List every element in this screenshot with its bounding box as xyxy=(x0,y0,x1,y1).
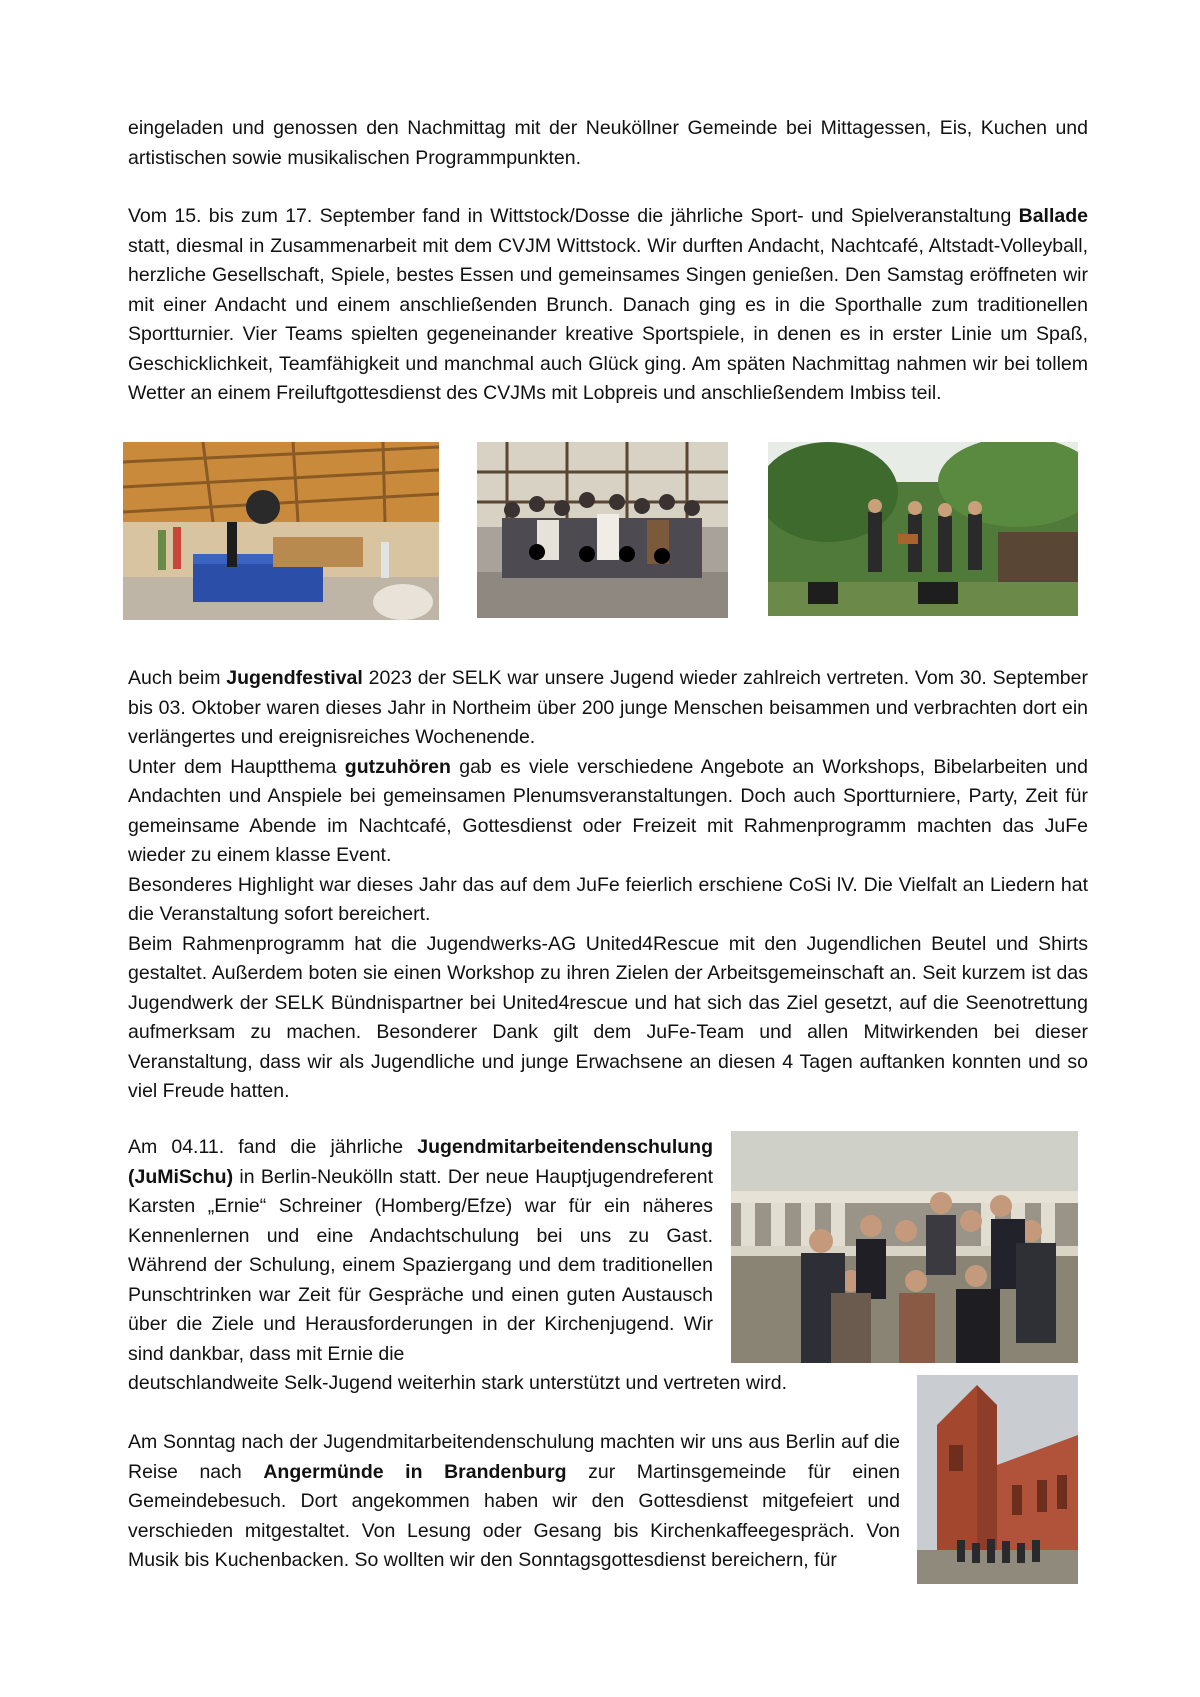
paragraph-text: Beim Rahmenprogramm hat die Jugendwerks-AG United4Rescue mit den Jugendlichen Beutel und Shirts gestaltet. Außerdem boten sie einen Workshop zu ihren Zielen der Arbeitsgemeinschaft an. Seit kurzem ist das Jugendwerk der SELK Bündnispartner bei United4rescue und hat sich das Ziel gesetzt, auf die Seenotrettung aufmerksam zu machen. Besonderer Dank gilt dem JuFe-Team und allen Mitwirkenden bei dieser Veranstaltung, dass wir als Jugendliche und junge Erwachsene an diesen 4 Tagen auftanken konnten und so viel Freude hatten. xyxy=(128,932,1088,1102)
paragraph-text: 2023 der SELK war unsere Jugend wieder zahlreich vertreten. Vom 30. September bis 03. Oktober waren dieses Jahr in Northeim über 200 junge Menschen beisammen und verbrachten dort ein verlängertes und ereignisreiches Wochenende. xyxy=(128,667,1088,748)
paragraph-intro-continued xyxy=(128,114,1088,173)
photo-sports-hall xyxy=(123,442,439,620)
paragraph-text: in Berlin-Neukölln statt. Der neue Hauptjugendreferent Karsten „Ernie“ Schreiner (Homberg/Efze) war für ein näheres Kennenlernen und eine Andachtschulung bei uns zu Gast. Während der Schulung, einem Spaziergang und dem traditionellen Punschtrinken war Zeit für Gespräche und einen guten Austausch über die Ziele und Herausforderungen in der Kirchenjugend. Wir sind dankbar, dass mit Ernie die xyxy=(128,1165,713,1365)
paragraph-angermuende xyxy=(128,1428,900,1576)
paragraph-text: Besonderes Highlight war dieses Jahr das auf dem JuFe feierlich erschiene CoSi lV. Die Vielfalt an Liedern hat die Veranstaltung sofort bereichert. xyxy=(128,873,1088,925)
photo-jumischu-group xyxy=(731,1131,1078,1363)
paragraph-text: statt, diesmal in Zusammenarbeit mit dem CVJM Wittstock. Wir durften Andacht, Nachtcafé, Altstadt-Volleyball, herzliche Gesellschaft, Spiele, bestes Essen und gemeinsames Singen genießen. Den Samstag eröffneten wir mit einer Andacht und einem anschließenden Brunch. Danach ging es in die Sporthalle zum traditionellen Sportturnier. Vier Teams spielten gegeneinander kreative Sportspiele, in denen es in erster Linie um Spaß, Geschicklichkeit, Teamfähigkeit und manchmal auch Glück ging. Am späten Nachmittag nahmen wir bei tollem Wetter an einem Freiluftgottesdienst des CVJMs mit Lobpreis und anschließendem Imbiss teil. xyxy=(128,234,1088,404)
paragraph-text: Am 04.11. fand die jährliche xyxy=(128,1136,418,1158)
paragraph-text: Unter dem Hauptthema xyxy=(128,755,345,778)
paragraph-text: deutschlandweite Selk-Jugend weiterhin stark unterstützt und vertreten wird. xyxy=(128,1372,788,1394)
paragraph-text: gab es viele verschiedene Angebote an Workshops, Bibelarbeiten und Andachten und Anspiele bei gemeinsamen Plenumsveranstaltungen. Doch auch Sportturniere, Party, Zeit für gemeinsame Abende im Nachtcafé, Gottesdienst oder Freizeit mit Rahmenprogramm machten das JuFe wieder zu einem klasse Event. xyxy=(128,755,1088,866)
paragraph-text: Auch beim xyxy=(128,667,227,689)
bold-term: Jugendmitarbeitendenschulung (JuMiSchu) xyxy=(128,1136,713,1188)
paragraph-text: Vom 15. bis zum 17. September fand in Wittstock/Dosse die jährliche Sport- und Spielveranstaltung xyxy=(128,205,1019,227)
paragraph-text: Am Sonntag nach der Jugendmitarbeitendenschulung machten wir uns aus Berlin auf die Reise nach xyxy=(128,1431,900,1483)
bold-term: Angermünde in Brandenburg xyxy=(263,1460,567,1483)
paragraph-jumischu xyxy=(128,1133,713,1369)
photo-brick-church xyxy=(917,1375,1078,1584)
bold-term: gutzuhören xyxy=(344,755,451,778)
photo-outdoor-service xyxy=(768,442,1078,616)
photo-group-old-town xyxy=(477,442,728,618)
paragraph-text: eingeladen und genossen den Nachmittag mit der Neuköllner Gemeinde bei Mittagessen, Eis, Kuchen und artistischen sowie musikalischen Programmpunkten. xyxy=(128,117,1088,169)
paragraph-ballade xyxy=(128,202,1088,409)
bold-term: Jugendfestival xyxy=(226,667,363,689)
paragraph-jugendfestival xyxy=(128,664,1088,1107)
paragraph-text: zur Martinsgemeinde für einen Gemeindebesuch. Dort angekommen haben wir den Gottesdienst mitgefeiert und verschieden mitgestaltet. Von Lesung oder Gesang bis Kirchenkaffeegespräch. Von Musik bis Kuchenbacken. So wollten wir den Sonntagsgottesdienst bereichern, für xyxy=(128,1460,900,1571)
bold-term: Ballade xyxy=(1018,205,1088,227)
